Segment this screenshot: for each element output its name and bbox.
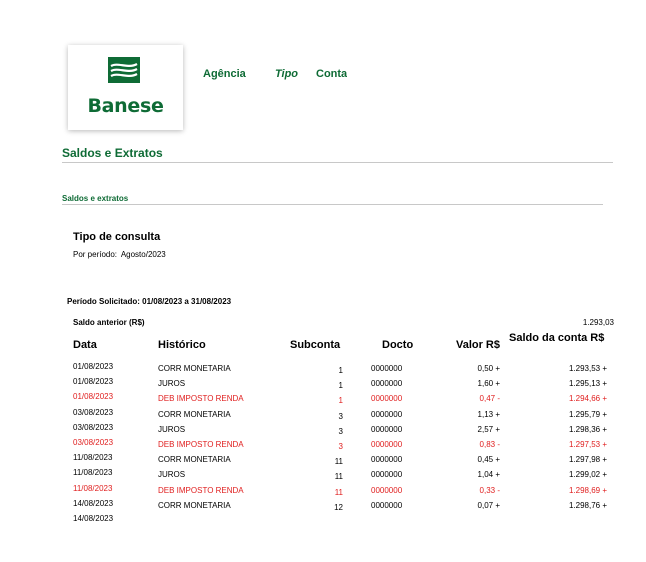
row-valor: 1,04 + — [477, 470, 500, 480]
table-row — [0, 436, 646, 451]
table-row — [0, 482, 646, 497]
banese-logo-text: Banese — [87, 95, 164, 117]
row-valor: 1,60 + — [477, 379, 500, 389]
row-subconta: 3 — [338, 426, 343, 436]
statement-table — [0, 360, 646, 522]
row-valor: 0,45 + — [477, 455, 500, 465]
row-saldo: 1.298,36 + — [568, 424, 607, 434]
column-header-saldo: Saldo da conta R$ — [509, 332, 605, 344]
table-row — [0, 421, 646, 436]
row-valor: 0,83 - — [479, 439, 500, 449]
row-docto: 0000000 — [371, 485, 403, 495]
previous-balance-value: 1.293,03 — [582, 318, 614, 327]
row-date: 11/08/2023 — [73, 483, 113, 493]
table-row — [0, 360, 646, 375]
row-date: 03/08/2023 — [73, 407, 114, 417]
row-historico: DEB IMPOSTO RENDA — [158, 394, 244, 404]
row-historico: JUROS — [158, 379, 186, 389]
row-date: 01/08/2023 — [73, 377, 114, 387]
column-header-subconta: Subconta — [290, 339, 341, 351]
row-subconta: 12 — [334, 502, 343, 512]
table-row — [0, 406, 646, 421]
period-solicited: Período Solicitado: 01/08/2023 a 31/08/2023 — [67, 297, 232, 306]
row-docto: 0000000 — [371, 424, 403, 434]
row-date: 01/08/2023 — [73, 392, 114, 402]
row-saldo: 1.297,98 + — [568, 455, 607, 465]
row-date: 11/08/2023 — [73, 453, 113, 463]
row-docto: 0000000 — [371, 364, 403, 373]
header-link-agencia[interactable]: Agência — [203, 68, 246, 80]
subsection-divider — [62, 204, 603, 205]
banese-logo-icon — [108, 57, 140, 83]
table-row — [0, 512, 646, 522]
column-header-valor: Valor R$ — [455, 339, 500, 351]
row-historico: DEB IMPOSTO RENDA — [158, 485, 244, 495]
row-subconta: 11 — [334, 472, 343, 482]
row-subconta: 1 — [338, 381, 343, 391]
row-docto: 0000000 — [371, 455, 403, 465]
title-divider — [62, 162, 613, 163]
consulta-title: Tipo de consulta — [73, 231, 161, 243]
column-header-historico: Histórico — [158, 339, 206, 351]
row-date: 01/08/2023 — [73, 362, 114, 371]
row-date: 14/08/2023 — [73, 513, 114, 522]
row-docto: 0000000 — [371, 394, 403, 404]
row-date: 14/08/2023 — [73, 498, 114, 508]
row-saldo: 1.299,02 + — [568, 470, 607, 480]
row-historico: DEB IMPOSTO RENDA — [158, 439, 244, 449]
subsection-title: Saldos e extratos — [62, 194, 129, 203]
row-subconta: 11 — [334, 457, 343, 467]
row-valor: 0,33 - — [479, 485, 500, 495]
row-saldo: 1.293,53 + — [568, 364, 607, 373]
row-date: 03/08/2023 — [73, 422, 114, 432]
row-subconta: 3 — [338, 441, 343, 451]
table-row — [0, 390, 646, 405]
column-header-docto: Docto — [382, 339, 414, 351]
row-historico: CORR MONETARIA — [158, 500, 231, 510]
row-docto: 0000000 — [371, 379, 403, 389]
row-historico: JUROS — [158, 424, 186, 434]
row-saldo: 1.297,53 + — [568, 439, 607, 449]
consulta-period — [73, 250, 168, 259]
header-link-tipo[interactable]: Tipo — [275, 68, 299, 80]
consulta-label: Por período: — [73, 250, 118, 259]
row-valor: 0,07 + — [477, 500, 500, 510]
page-title: Saldos e Extratos — [62, 146, 163, 160]
row-historico: CORR MONETARIA — [158, 455, 231, 465]
row-saldo: 1.294,66 + — [568, 394, 607, 404]
row-saldo: 1.298,76 + — [568, 500, 607, 510]
row-valor: 0,47 - — [479, 394, 500, 404]
row-docto: 0000000 — [371, 409, 403, 419]
consulta-value: Agosto/2023 — [120, 250, 166, 259]
row-subconta: 3 — [338, 411, 343, 421]
row-valor: 1,13 + — [477, 409, 500, 419]
row-valor: 2,57 + — [477, 424, 500, 434]
table-row — [0, 466, 646, 481]
column-header-data: Data — [73, 339, 97, 351]
header-link-conta[interactable]: Conta — [316, 68, 348, 80]
row-date: 11/08/2023 — [73, 468, 113, 478]
table-row — [0, 497, 646, 512]
row-saldo: 1.295,79 + — [568, 409, 607, 419]
row-historico: CORR MONETARIA — [158, 409, 231, 419]
banese-logo[interactable] — [68, 45, 183, 130]
row-saldo: 1.295,13 + — [568, 379, 607, 389]
previous-balance-label: Saldo anterior (R$) — [73, 318, 145, 327]
row-date: 03/08/2023 — [73, 437, 114, 447]
table-row — [0, 451, 646, 466]
row-valor: 0,50 + — [477, 364, 500, 373]
table-row — [0, 375, 646, 390]
row-subconta: 1 — [338, 396, 343, 406]
row-historico: CORR MONETARIA — [158, 364, 231, 373]
row-subconta: 11 — [334, 487, 343, 497]
row-docto: 0000000 — [371, 470, 403, 480]
row-subconta: 1 — [338, 366, 343, 375]
row-historico: JUROS — [158, 470, 186, 480]
row-saldo: 1.298,69 + — [568, 485, 607, 495]
row-docto: 0000000 — [371, 439, 403, 449]
row-docto: 0000000 — [371, 500, 403, 510]
